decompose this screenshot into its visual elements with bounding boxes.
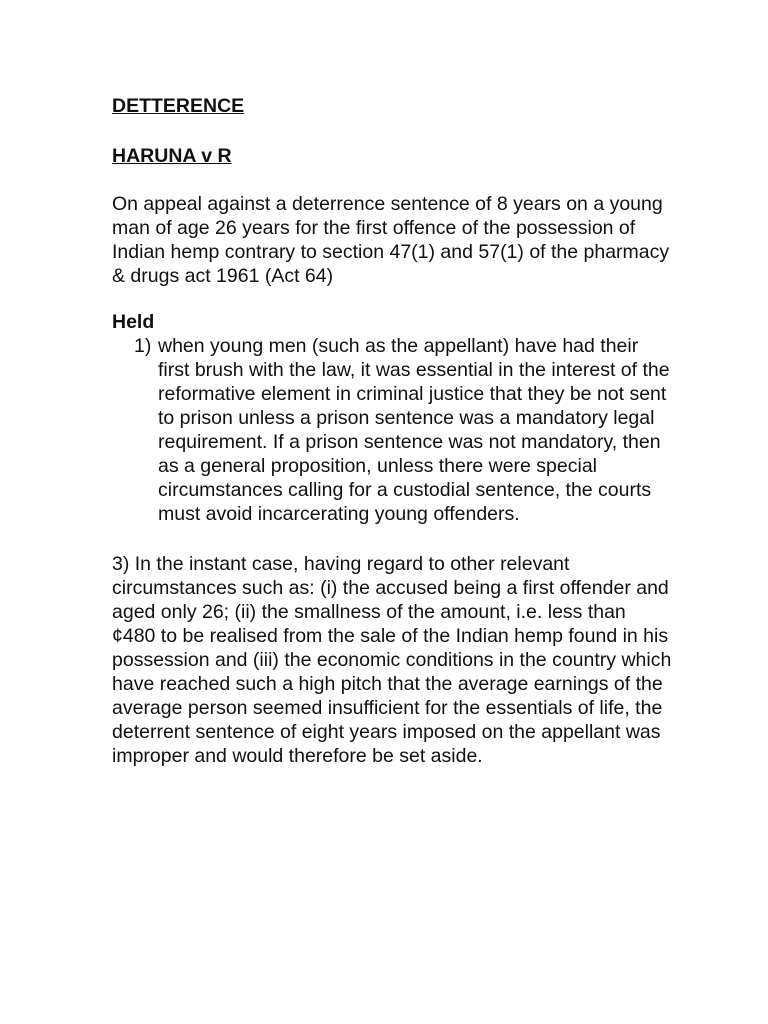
case-name: HARUNA v R bbox=[112, 145, 232, 167]
document-title: DETTERENCE bbox=[112, 95, 245, 117]
held-item bbox=[112, 334, 672, 526]
held-list bbox=[112, 334, 672, 526]
facts-paragraph: On appeal against a deterrence sentence of 8 years on a young man of age 26 years for the first offence of the possession of Indian hemp contrary to section 47(1) and 57(1) of the pharmacy & drugs act 1961 (Act 64) bbox=[112, 193, 670, 287]
held-item-number: 1) bbox=[134, 335, 152, 357]
held-label: Held bbox=[112, 311, 155, 333]
point-3-paragraph: 3) In the instant case, having regard to other relevant circumstances such as: (i) the accused being a first offender and aged only 26; (ii) the smallness of the amount, i.e. less than ¢480 to be realised from the sale of the Indian hemp found in his possession and (iii) the economic conditions in the country which have reached such a high pitch that the average earnings of the average person seemed insufficient for the essentials of life, the deterrent sentence of eight years imposed on the appellant was improper and would therefore be set aside. bbox=[112, 553, 672, 767]
document-page bbox=[112, 94, 672, 768]
held-item-text: when young men (such as the appellant) have had their first brush with the law, it was essential in the interest of the reformative element in criminal justice that they be not sent to prison unless a prison sentence was a mandatory legal requirement. If a prison sentence was not mandatory, then as a general proposition, unless there were special circumstances calling for a custodial sentence, the courts must avoid incarcerating young offenders. bbox=[158, 335, 670, 525]
